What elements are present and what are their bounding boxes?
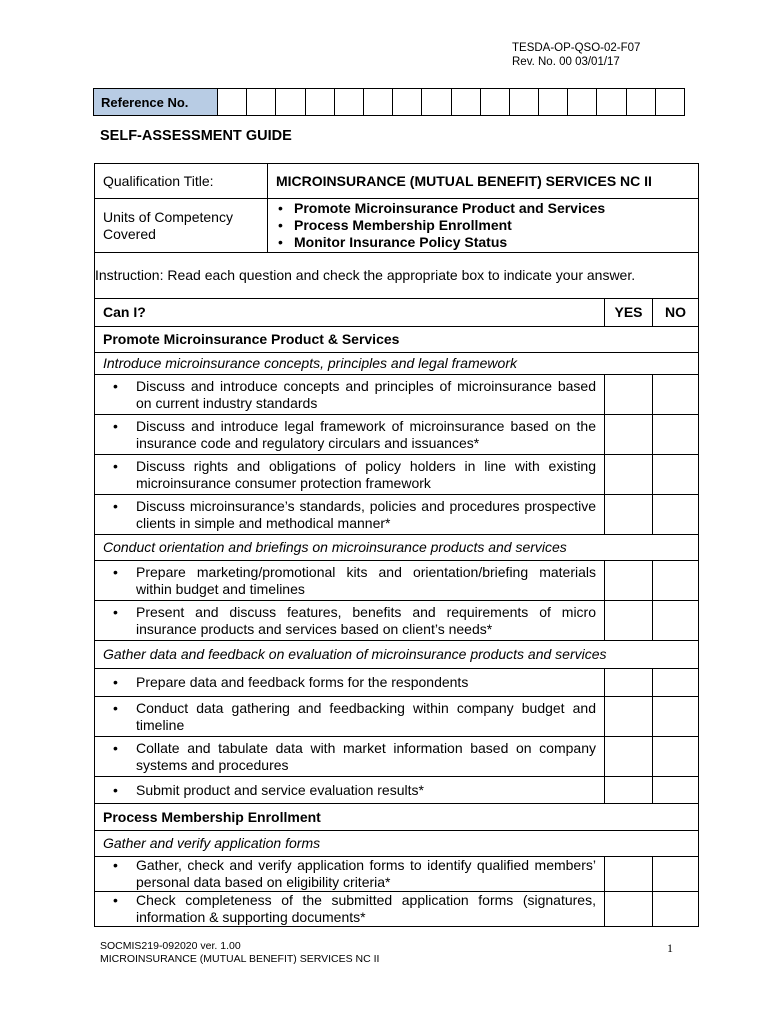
no-checkbox[interactable] [653,697,699,737]
bullet-icon: • [113,497,118,514]
reference-digit-box[interactable] [539,89,568,116]
subsection-title: Gather data and feedback on evaluation of microinsurance products and services [95,641,699,669]
bullet-icon: • [113,377,118,394]
reference-digit-box[interactable] [276,89,305,116]
competency-item: • Collate and tabulate data with market information based on company systems and procedures [95,737,605,777]
bullet-icon: • [278,200,283,216]
reference-digit-box[interactable] [480,89,509,116]
reference-digit-box[interactable] [334,89,363,116]
no-checkbox[interactable] [653,455,699,495]
qualification-label: Qualification Title: [95,164,268,199]
yes-checkbox[interactable] [605,892,653,927]
form-code: TESDA-OP-QSO-02-F07 [512,42,641,54]
subsection-title: Conduct orientation and briefings on microinsurance products and services [95,535,699,561]
units-list-cell [268,199,699,253]
unit-item: • Process Membership Enrollment [278,217,512,233]
reference-number-table [93,88,685,116]
competency-item: • Discuss rights and obligations of policy holders in line with existing microinsurance consumer protection framework [95,455,605,495]
bullet-icon: • [113,674,118,690]
yes-checkbox[interactable] [605,561,653,601]
competency-item: • Prepare marketing/promotional kits and orientation/briefing materials within budget and timelines [95,561,605,601]
footer-doc-code: SOCMIS219-092020 ver. 1.00 [100,940,241,952]
reference-digit-box[interactable] [305,89,334,116]
competency-item: • Submit product and service evaluation results* [95,777,605,804]
qualification-value: MICROINSURANCE (MUTUAL BENEFIT) SERVICES NC II [268,164,699,199]
reference-label: Reference No. [94,89,218,116]
no-checkbox[interactable] [653,669,699,697]
units-label: Units of Competency Covered [95,199,268,253]
unit-item: • Promote Microinsurance Product and Services [278,200,606,216]
unit-item: • Monitor Insurance Policy Status [278,234,508,250]
units-list [276,200,690,251]
yes-checkbox[interactable] [605,737,653,777]
bullet-icon: • [113,739,118,756]
page-footer [100,940,379,966]
section-title: Process Membership Enrollment [95,804,699,831]
competency-item: • Gather, check and verify application forms to identify qualified members’ personal data based on eligibility criteria* [95,857,605,892]
bullet-icon: • [113,857,118,873]
competency-item: • Discuss microinsurance’s standards, policies and procedures prospective clients in simple and methodical manner* [95,495,605,535]
no-checkbox[interactable] [653,892,699,927]
reference-digit-box[interactable] [626,89,655,116]
competency-item: • Discuss and introduce concepts and principles of microinsurance based on current industry standards [95,375,605,415]
no-header: NO [653,299,699,327]
can-i-header: Can I? [95,299,605,327]
reference-digit-box[interactable] [568,89,597,116]
no-checkbox[interactable] [653,857,699,892]
page-number: 1 [667,941,673,955]
bullet-icon: • [278,217,283,233]
reference-digit-box[interactable] [655,89,684,116]
yes-checkbox[interactable] [605,601,653,641]
bullet-icon: • [278,234,283,250]
bullet-icon: • [113,699,118,716]
reference-digit-box[interactable] [247,89,276,116]
subsection-title: Gather and verify application forms [95,831,699,857]
competency-item: • Conduct data gathering and feedbacking within company budget and timeline [95,697,605,737]
yes-checkbox[interactable] [605,495,653,535]
bullet-icon: • [113,457,118,474]
form-code-header [512,41,640,69]
yes-header: YES [605,299,653,327]
bullet-icon: • [113,417,118,434]
competency-item: • Prepare data and feedback forms for the respondents [95,669,605,697]
no-checkbox[interactable] [653,495,699,535]
revision-number: Rev. No. 00 03/01/17 [512,56,620,68]
competency-item: • Present and discuss features, benefits and requirements of micro insurance products and services based on client’s needs* [95,601,605,641]
reference-digit-box[interactable] [451,89,480,116]
reference-digit-box[interactable] [393,89,422,116]
section-title: Promote Microinsurance Product & Services [95,327,699,353]
reference-digit-box[interactable] [363,89,392,116]
bullet-icon: • [113,781,118,798]
no-checkbox[interactable] [653,737,699,777]
yes-checkbox[interactable] [605,455,653,495]
bullet-icon: • [113,892,118,908]
bullet-icon: • [113,563,118,580]
reference-digit-box[interactable] [597,89,626,116]
reference-digit-box[interactable] [509,89,538,116]
subsection-title: Introduce microinsurance concepts, principles and legal framework [95,353,699,375]
competency-item: • Discuss and introduce legal framework of microinsurance based on the insurance code and regulatory circulars and issuances* [95,415,605,455]
no-checkbox[interactable] [653,561,699,601]
reference-digit-box[interactable] [218,89,247,116]
guide-title: SELF-ASSESSMENT GUIDE [100,128,292,144]
yes-checkbox[interactable] [605,375,653,415]
reference-digit-box[interactable] [422,89,451,116]
yes-checkbox[interactable] [605,857,653,892]
no-checkbox[interactable] [653,375,699,415]
self-assessment-table [94,163,699,927]
no-checkbox[interactable] [653,601,699,641]
instruction-text: Instruction: Read each question and check the appropriate box to indicate your answer. [95,253,699,299]
yes-checkbox[interactable] [605,669,653,697]
yes-checkbox[interactable] [605,415,653,455]
yes-checkbox[interactable] [605,697,653,737]
yes-checkbox[interactable] [605,777,653,804]
competency-item: • Check completeness of the submitted application forms (signatures, information & supporting documents* [95,892,605,927]
bullet-icon: • [113,603,118,620]
no-checkbox[interactable] [653,777,699,804]
no-checkbox[interactable] [653,415,699,455]
footer-qualification: MICROINSURANCE (MUTUAL BENEFIT) SERVICES NC II [100,953,380,965]
